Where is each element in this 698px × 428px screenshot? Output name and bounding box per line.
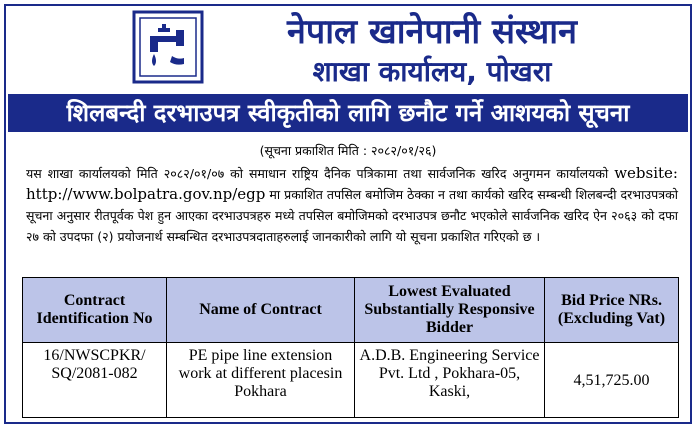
- column-header-bidder: Lowest Evaluated Substantially Responsive Bidder: [355, 278, 545, 343]
- column-header-bid-price: Bid Price NRs. (Excluding Vat): [545, 278, 679, 343]
- table-header-row: [23, 278, 679, 343]
- bid-results-table: [22, 277, 679, 418]
- organization-name: नेपाल खानेपानी संस्थान: [287, 12, 577, 52]
- column-header-contract-id: Contract Identification No: [23, 278, 167, 343]
- notice-body: [26, 163, 678, 247]
- notice-text-part-1: यस शाखा कार्यालयको मिति २०८२/०१/०७ को समाधान राष्ट्रिय दैनिक पत्रिकामा तथा सार्वजनिक खरिद अनुगमन कार्यालयको: [26, 166, 615, 181]
- notice-text-part-2: मा प्रकाशित तपसिल बमोजिम ठेक्का न तथा कार्यको खरिद सम्बन्धी शिलबन्दी दरभाउपत्रको सूचना अनुसार रीतपूर्वक पेश हुन आएका दरभाउपत्रहरु मध्ये तपसिल बमोजिमको दरभाउपत्र छनौट भएकोले सार्वजनिक खरिद ऐन २०६३ को दफा २७ को उपदफा (२) प्रयोजनार्थ सम्बन्धित दरभाउपत्रदाताहरुलाई जानकारीको लागि यो सूचना प्रकाशित गरिएको छ ।: [26, 187, 678, 244]
- cell-bid-price: 4,51,725.00: [545, 343, 679, 418]
- cell-contract-name: PE pipe line extension work at different placesin Pokhara: [167, 343, 355, 418]
- cell-contract-id: 16/NWSCPKR/ SQ/2081-082: [23, 343, 167, 418]
- publication-date: (सूचना प्रकाशित मिति : २०८२/०१/२६): [259, 143, 437, 158]
- branch-office-name: शाखा कार्यालय, पोखरा: [312, 55, 552, 88]
- cell-bidder: A.D.B. Engineering Service Pvt. Ltd , Pokhara-05, Kaski,: [355, 343, 545, 418]
- table-row: [23, 343, 679, 418]
- egp-website-text: website: http://www.bolpatra.gov.np/egp: [26, 164, 678, 203]
- column-header-contract-name: Name of Contract: [167, 278, 355, 343]
- water-tap-logo-icon: [132, 10, 204, 84]
- notice-title-banner: शिलबन्दी दरभाउपत्र स्वीकृतीको लागि छनौट गर्ने आशयको सूचना: [8, 94, 688, 132]
